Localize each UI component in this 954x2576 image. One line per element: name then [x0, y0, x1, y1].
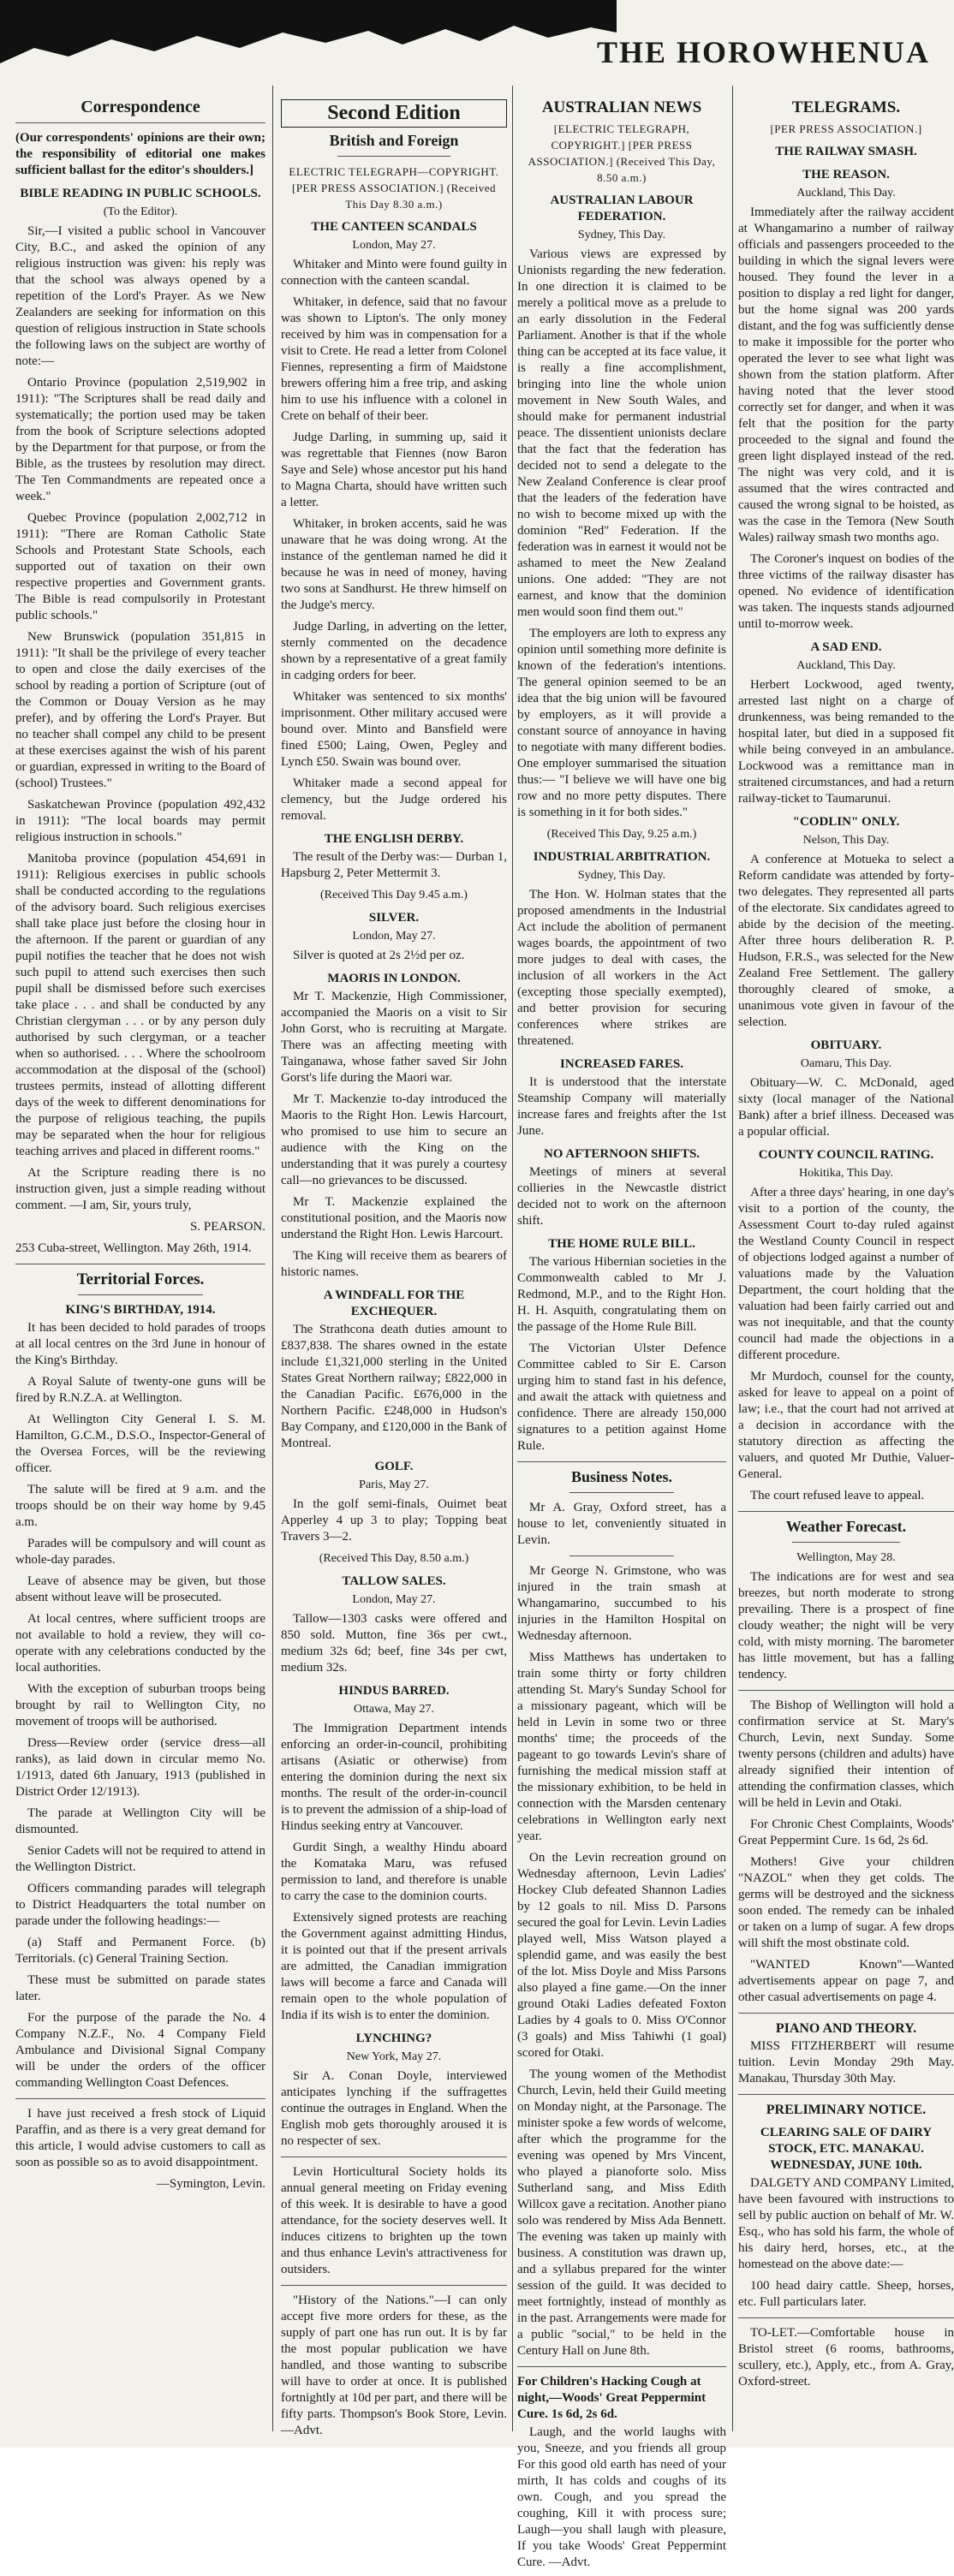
article-paragraph: Mr T. Mackenzie to-day introduced the Maoris to the Right Hon. Lewis Harcourt, who promised to use him to secure an audience with the King on the understanding that it was purely a courtesy call—no grievances to be discussed.: [281, 1092, 507, 1187]
telegrams-heading: TELEGRAMS.: [791, 98, 901, 116]
weather-forecast-heading: Weather Forecast.: [785, 1518, 907, 1535]
divider: [738, 1511, 954, 1512]
article-title: NO AFTERNOON SHIFTS.: [543, 1147, 701, 1161]
weather-paragraph: The indications are for west and sea breezes, but north moderate to strong prevailing. There is a prospect of fine cloudy weather; the night will be very cold, with misty morning. The barometer has little movement, but has a falling tendency.: [738, 1570, 954, 1681]
advert-paragraph: "History of the Nations."—I can only accept five more orders for these, as the supply of part one has run out. It is by far the most popular publication we have handled, and those wanting to subscribe will have to order at once. It is published fortnightly at 10d per part, and there will be fifty parts. Thompson's Book Store, Levin.—Advt.: [281, 2293, 507, 2437]
article-paragraph: Dress—Review order (service dress—all ranks), as laid down in circular memo No. 1/1913, dated 6th January, 1913 (published in District Order 12/1913).: [15, 1736, 265, 1799]
letter-signature: S. PEARSON.: [190, 1220, 265, 1234]
correspondence-heading: Correspondence: [80, 98, 200, 116]
letter-paragraph: New Brunswick (population 351,815 in 1911): "It shall be the privilege of every teacher to open and close the daily exercises of the school by reading a portion of Scripture (out of the Common or Douay Version as he may prefer), and by offering the Lord's Prayer. But no teacher shall compel any child to be present at these exercises against the wish of his parent or guardian, expressed in writing to the Board of (school) Trustees.": [15, 630, 266, 790]
column-telegrams: [738, 94, 954, 2395]
article-paragraph: Leave of absence may be given, but those absent without leave will be prosecuted.: [15, 1574, 265, 1604]
divider: [281, 2285, 507, 2286]
article-paragraph: Silver is quoted at 2s 2½d per oz.: [293, 949, 465, 962]
masthead: [0, 0, 954, 77]
copyright-line: [ELECTRIC TELEGRAPH, COPYRIGHT.] [PER PRESS ASSOCIATION.] (Received This Day, 8.50 a.m.): [528, 122, 716, 184]
short-rule: [569, 1492, 674, 1493]
article-paragraph: The salute will be fired at 9 a.m. and the troops should be on their way home by 9.45 a.m.: [15, 1483, 265, 1529]
australian-news-heading: AUSTRALIAN NEWS: [541, 98, 702, 116]
article-paragraph: Tallow—1303 casks were offered and 850 sold. Mutton, fine 36s per cwt., medium 32s 6d; beef, fine 34s per cwt, medium 32s.: [281, 1612, 507, 1675]
article-paragraph: The Victorian Ulster Defence Committee cabled to Sir E. Carson urging him to stand fast in his defence, and await the attack with quietness and confidence. There are already 150,000 signatures to a petition against Home Rule.: [517, 1342, 726, 1453]
article-paragraph: The result of the Derby was:— Durban 1, Hapsburg 2, Peter Mettermit 3.: [281, 850, 507, 880]
article-paragraph: Officers commanding parades will telegraph to District Headquarters the total number on parade under the following headings:—: [15, 1882, 265, 1928]
article-paragraph: Whitaker made a second appeal for clemency, but the Judge ordered his removal.: [281, 776, 507, 823]
article-title: THE ENGLISH DERBY.: [324, 832, 464, 846]
advert-paragraph: For Chronic Chest Complaints, Woods' Great Peppermint Cure. 1s 6d, 2s 6d.: [738, 1817, 954, 1847]
business-note: Mr A. Gray, Oxford street, has a house to let, conveniently situated in Levin.: [517, 1501, 726, 1547]
column-correspondence: [15, 94, 265, 2198]
article-paragraph: Whitaker, in defence, said that no favour was shown to Lipton's. The only money received by him was in compensation for a visit to Crete. He read a letter from Colonel Fiennes, representing a firm of Maidstone brewers offering him a free trip, and asking him to use his influence with a colonel in Crete on behalf of their beer.: [281, 295, 507, 423]
dateline: London, May 27.: [352, 1593, 436, 1606]
article-paragraph: Gurdit Singh, a wealthy Hindu aboard the Komataka Maru, was refused permission to land, and therefore is unable to carry the case to the dominion courts.: [281, 1841, 507, 1903]
dateline: New York, May 27.: [346, 2050, 442, 2063]
article-paragraph: After a three days' hearing, in one day's visit to a portion of the county, the Assessment Court to-day ruled against the Westland County Council in respect of objections lodged against a number of valuations made by the Valuation Department, the court holding that the valuation had been fairly carried out and was not inequitable, and that the county council had made the objections in a different procedure.: [738, 1186, 954, 1362]
article-title: "CODLIN" ONLY.: [792, 815, 900, 829]
article-title: A WINDFALL FOR THE EXCHEQUER.: [323, 1288, 465, 1318]
dateline: London, May 27.: [352, 930, 436, 943]
dateline: Hokitika, This Day.: [798, 1167, 894, 1180]
edition-heading: Second Edition: [281, 99, 507, 128]
advert-heading: PRELIMINARY NOTICE.: [766, 2103, 927, 2117]
received-line: (Received This Day, 9.25 a.m.): [546, 828, 697, 841]
column-second-edition: [281, 94, 507, 2444]
article-paragraph: Mr T. Mackenzie, High Commissioner, accompanied the Maoris on a visit to Sir John Gorst, who is recruiting at Margate. There was an affecting meeting with Tainganawa, whose father saved Sir John Gorst's life during the Maori war.: [281, 990, 507, 1085]
article-paragraph: The court refused leave to appeal.: [750, 1489, 925, 1502]
short-rule: [78, 1294, 203, 1295]
dateline: Oamaru, This Day.: [800, 1057, 892, 1070]
article-paragraph: Obituary—W. C. McDonald, aged sixty (local manager of the National Bank) after a brief illness. Deceased was a popular official.: [738, 1076, 954, 1139]
dateline: Auckland, This Day.: [796, 187, 896, 199]
article-paragraph: Herbert Lockwood, aged twenty, arrested last night on a charge of drunkenness, was being remanded to the hospital later, but died in a supposed fit while being conveyed in an ambulance. Lockwood was a remittance man in straitened circumstances, and had a return railway-ticket to Taumarunui.: [738, 678, 954, 806]
business-notes-heading: Business Notes.: [570, 1468, 673, 1485]
short-rule: [792, 1542, 900, 1543]
column-australian-news: [517, 94, 726, 2576]
divider: [738, 2317, 954, 2318]
article-subtitle: THE REASON.: [802, 168, 890, 181]
territorial-heading: Territorial Forces.: [76, 1270, 205, 1288]
letter-paragraph: Saskatchewan Province (population 492,432 in 1911): "The local boards may permit religious instruction in schools.": [15, 798, 265, 844]
article-title: TALLOW SALES.: [342, 1574, 446, 1588]
article-paragraph: It is understood that the interstate Steamship Company will materially increase fares and freights after the 1st June.: [517, 1075, 726, 1138]
local-note: Levin Horticultural Society holds its annual general meeting on Friday evening of this week. It is desirable to have a good attendance, for the society deserves well. It induces citizens to brighten up the town and thus enhance Levin's attractiveness for outsiders.: [281, 2165, 507, 2276]
received-line: (Received This Day 9.45 a.m.): [320, 889, 468, 901]
article-paragraph: The Hon. W. Holman states that the proposed amendments in the Industrial Act include the abolition of permanent wages boards, the appointment of two more judges to deal with cases, the inclusion of all workers in the Act (excepting those specially exempted), and better provision for securing conferences where strikes are threatened.: [517, 888, 726, 1048]
dateline: Wellington, May 28.: [796, 1551, 896, 1564]
article-paragraph: The various Hibernian societies in the Commonwealth cabled to Mr J. Redmond, M.P., and to the Right Hon. H. H. Asquith, congratulating them on the passage of the Home Rule Bill.: [517, 1255, 726, 1334]
local-note: On the Levin recreation ground on Wednesday afternoon, Levin Ladies' Hockey Club defeated Shannon Ladies by 12 goals to nil. Miss D. Parsons secured the goal for Levin. Levin Ladies played well, Miss Watson played a splendid game, and was easily the best of the lot. Miss Doyle and Miss Parsons also played a fine game.—On the inner ground Otaki Ladies defeated Foxton Ladies by 4 goals to 0. Miss O'Connor (3 goals) and Miss Tahiwhi (1 goal) scored for Otaki.: [517, 1851, 726, 2060]
article-paragraph: Sir A. Conan Doyle, interviewed anticipates lynching if the suffragettes continue the outrages in England. When the English mob gets thoroughly aroused it is no respecter of sex.: [281, 2069, 507, 2148]
article-paragraph: The parade at Wellington City will be dismounted.: [15, 1806, 265, 1836]
divider: [738, 2013, 954, 2014]
column-rule-1: [272, 86, 273, 2431]
letter-paragraph: At the Scripture reading there is no instruction given, just a simple reading without comment. —I am, Sir, yours truly,: [15, 1166, 265, 1212]
section-heading: British and Foreign: [329, 132, 459, 149]
divider: [738, 1690, 954, 1691]
advert-paragraph: TO-LET.—Comfortable house in Bristol street (6 rooms, bathrooms, scullery, etc.), Apply, etc., from A. Gray, Oxford-street.: [738, 2326, 954, 2389]
local-note: Mr George N. Grimstone, who was injured in the train smash at Whangamarino, succumbed to his injuries in the Hamilton Hospital on Wednesday afternoon.: [517, 1564, 726, 1643]
dateline: London, May 27.: [352, 239, 436, 252]
article-paragraph: Whitaker and Minto were found guilty in connection with the canteen scandal.: [281, 258, 507, 288]
article-list: (a) Staff and Permanent Force. (b) Territorials. (c) General Training Section.: [15, 1936, 265, 1966]
divider: [738, 2094, 954, 2095]
association-line: [PER PRESS ASSOCIATION.]: [770, 122, 922, 135]
article-paragraph: For the purpose of the parade the No. 4 Company N.Z.F., No. 4 Company Field Ambulance and Divisional Signal Company will be under the orders of the officer commanding Wellington Coast Defences.: [15, 2011, 265, 2090]
dateline: Sydney, This Day.: [577, 869, 666, 882]
article-paragraph: The Strathcona death duties amount to £837,838. The shares owned in the estate include £1,321,000 sterling in the United States Great Northern railway; £822,000 in the Canadian Pacific. £676,000 in the Northern Pacific. £248,000 in Hudson's Bay Company, and £120,000 in the Bank of Montreal.: [281, 1323, 507, 1450]
divider: [15, 122, 265, 123]
letter-paragraph: Manitoba province (population 454,691 in 1911): Religious exercises in public schools shall be conducted according to the regulations of the advisory board. Such religious exercises shall take place just before the closing hour in the afternoon. If the parent or guardian of any pupil notifies the teacher that he does not wish such pupil to attend such exercises then such pupil shall be dismissed before such exercises take place . . . and shall be conducted by any Christian clergyman . . . or by any person duly authorised by such clergyman, or a teacher when so authorised. . . . Where the schoolroom accommodation at the disposal of the (school) trustees permits, instead of allotting different days of the week to different denominations for the purpose of religious teaching, the pupils may be separated when the hour for religious teaching arrives and placed in different rooms.": [15, 852, 265, 1158]
advert-signature: —Symington, Levin.: [156, 2177, 265, 2191]
article-paragraph: A Royal Salute of twenty-one guns will be fired by R.N.Z.A. at Wellington.: [15, 1375, 265, 1405]
article-title: AUSTRALIAN LABOUR FEDERATION.: [550, 193, 694, 223]
article-paragraph: Mr Murdoch, counsel for the county, asked for leave to appeal on a point of law; i.e., that the court had not arrived at a decision in accordance with the statutory direction as affecting the valuers, and quoted Mr Duthie, Valuer-General.: [738, 1370, 954, 1481]
article-paragraph: The Immigration Department intends enforcing an order-in-council, prohibiting artisans (Asiatic or otherwise) from entering the dominion during the next six months. The result of the order-in-council is to prevent the admission of a ship-load of Hindus seeking entry at Vancouver.: [281, 1722, 507, 1833]
article-paragraph: These must be submitted on parade states later.: [15, 1973, 265, 2003]
article-title: MAORIS IN LONDON.: [327, 972, 461, 985]
local-note: The young women of the Methodist Church, Levin, held their Guild meeting on Monday night, at the Parsonage. The minister spoke a few words of welcome, after which the programme for the evening was opened by Mrs Vincent, who played a pianoforte solo. Miss Sutherland sang, and Miss Edith Willcox gave a recitation. Another piano solo was rendered by Miss Ada Bennett. The evening was taken up mainly with business. A constitution was drawn up, and a syllabus prepared for the winter session of the guild. It was decided to meet fortnightly, instead of monthly as in the past. Arrangements were made for a public "social," to be held in the Century Hall on June 8th.: [517, 2067, 726, 2358]
divider: [517, 2366, 726, 2367]
editorial-disclaimer: (Our correspondents' opinions are their own; the responsibility of editorial one makes sufficient ballast for the editor's shoulders.]: [15, 131, 265, 177]
article-paragraph: Various views are expressed by Unionists regarding the new federation. In one direction it is claimed to be merely a political move as a prelude to an early dissolution in the Federal Parliament. Another is that if the whole thing can be accepted at its face value, it is really a fine accomplishment, bringing into line the whole union movement in New South Wales, and should make for permanent industrial peace. The dissentient unionists declare that the fact that the federation has decided not to send a delegate to the New Zealand Conference is clear proof that the leaders of the federation have no wish to become mixed up with the dominion "Red" Federation. If the federation was in earnest it would not be ashamed to meet the New Zealand unions. One added: "They are not earnest, and know that the dominion men would soon find them out.": [517, 247, 726, 619]
local-note: The Bishop of Wellington will hold a confirmation service at St. Mary's Church, Levin, next Sunday. Some twenty persons (children and adults) have already signified their intention of attending the confirmation classes, which will be held in Levin and Otaki.: [738, 1698, 954, 1810]
article-title: SILVER.: [368, 911, 420, 925]
article-title: THE HOME RULE BILL.: [548, 1237, 695, 1251]
article-title: OBITUARY.: [810, 1038, 882, 1052]
article-paragraph: Whitaker, in broken accents, said he was unaware that he was doing wrong. At the instance of the gentleman named he did it because he was in need of money, having two sons at Sandhurst. He threw himself on the Judge's mercy.: [281, 517, 507, 612]
article-paragraph: The Coroner's inquest on bodies of the three victims of the railway disaster has opened. No evidence of identification was taken. The inquests stands adjourned until to-morrow week.: [738, 552, 954, 631]
received-line: (Received This Day, 8.50 a.m.): [319, 1552, 469, 1565]
article-paragraph: With the exception of suburban troops being brought by rail to Wellington City, no movement of troops will be authorised.: [15, 1682, 265, 1728]
article-paragraph: Senior Cadets will not be required to attend in the Wellington District.: [15, 1844, 265, 1874]
dateline: Sydney, This Day.: [577, 229, 666, 241]
article-title: A SAD END.: [810, 640, 882, 654]
article-paragraph: At Wellington City General I. S. M. Hamilton, G.C.M., D.S.O., Inspector-General of the Oversea Forces, will be the reviewing officer.: [15, 1413, 265, 1475]
article-paragraph: At local centres, where sufficient troops are not available to hold a review, they will co-operate with any celebrations conducted by the local authorities.: [15, 1612, 265, 1675]
article-title: LYNCHING?: [355, 2032, 432, 2045]
article-paragraph: A conference at Motueka to select a Reform candidate was attended by forty-two delegates. They represented all parts of the electorate. Six candidates agreed to abide by the decision of the meeting. After three hours deliberation R. P. Hudson, F.R.S., was selected for the New Zealand Free Settlement. The gallery thoroughly cleared of smoke, a unanimous vote given in favour of the selection.: [738, 853, 954, 1029]
torn-edge-graphic: [0, 0, 617, 67]
masthead-title: THE HOROWHENUA: [596, 35, 930, 69]
article-paragraph: Extensively signed protests are reaching the Government against admitting Hindus, it is pointed out that if the present arrivals are admitted, the Canadian immigration laws will become a farce and Canada will remain open to the whole population of India if its wish is to enter the dominion.: [281, 1911, 507, 2022]
article-paragraph: The employers are loth to express any opinion until something more definite is known of the federation's intentions. The general opinion seemed to be an idea that the big union will be favoured by employers, as it will provide a constant source of annoyance in having to negotiate with many different bodies. One employer summarised the situation thus:— "I believe we will have one big row and no more petty disputes. There is something in it for both sides.": [517, 627, 726, 819]
dateline: Paris, May 27.: [359, 1478, 429, 1491]
article-title: COUNTY COUNCIL RATING.: [758, 1148, 934, 1162]
divider: [517, 1461, 726, 1462]
advert-heading: PIANO AND THEORY.: [775, 2021, 917, 2036]
short-rule: [337, 156, 450, 157]
dateline: Ottawa, May 27.: [353, 1703, 435, 1716]
article-title: THE RAILWAY SMASH.: [775, 145, 917, 158]
article-title: INCREASED FARES.: [560, 1057, 683, 1071]
divider: [15, 2098, 265, 2099]
article-title: GOLF.: [374, 1460, 414, 1473]
column-rule-2: [512, 86, 513, 2431]
advert-paragraph: Mothers! Give your children "NAZOL" when they get colds. The germs will be destroyed and the sickness soon ended. The remedy can be inhaled or taken on a lump of sugar. A few drops will shift the most obstinate cold.: [738, 1855, 954, 1950]
article-paragraph: Judge Darling, in summing up, said it was regrettable that Fiennes (now Baron Saye and Sele) whose ancestor put his hand to Magna Charta, should have written such a letter.: [281, 431, 507, 509]
copyright-line: ELECTRIC TELEGRAPH—COPYRIGHT. [PER PRESS ASSOCIATION.] (Received This Day 8.30 a.m.): [289, 165, 499, 211]
local-note: Miss Matthews has undertaken to train some thirty or forty children attending St. Mary's Sunday School for a missionary pageant, which will be held in Levin in some two or three months' time; the proceeds of the pageant to go towards Levin's share of furnishing the medical mission staff at the missionary exhibition, to be held in connection with the Marsden centenary celebrations in Wellington early next year.: [517, 1651, 726, 1843]
article-title: THE CANTEEN SCANDALS: [311, 220, 477, 234]
dateline: Nelson, This Day.: [802, 834, 890, 847]
letter-addressee: (To the Editor).: [103, 205, 178, 218]
article-paragraph: It has been decided to hold parades of troops at all local centres on the 3rd June in honour of the King's Birthday.: [15, 1321, 265, 1367]
advert-poem: Laugh, and the world laughs with you, Sneeze, and you friends all group For this good old earth has need of your mirth, It has colds and coughs of its own. Cough, and you spread the coughing, Kill it with process sure; Laugh—you shall laugh with pleasure, If you take Woods' Great Peppermint Cure. —Advt.: [517, 2425, 726, 2569]
advert-paragraph: MISS FITZHERBERT will resume tuition. Levin Monday 29th May. Manakau, Thursday 30th May.: [738, 2039, 954, 2085]
letter-address: 253 Cuba-street, Wellington. May 26th, 1914.: [15, 1241, 252, 1255]
advert-paragraph: 100 head dairy cattle. Sheep, horses, etc. Full particulars later.: [738, 2279, 954, 2309]
dateline: Auckland, This Day.: [796, 659, 896, 672]
article-paragraph: In the golf semi-finals, Ouimet beat Apperley 4 up 3 to play; Topping beat Travers 3—2.: [281, 1497, 507, 1544]
article-paragraph: Mr T. Mackenzie explained the constitutional position, and the Maoris now understand the Right Hon. Lewis Harcourt.: [281, 1195, 507, 1241]
letter-paragraph: Quebec Province (population 2,002,712 in 1911): "There are Roman Catholic State Schools and Protestant State Schools, each supported out of taxation on their own respective properties and Government grants. The Bible is read compulsorily in Protestant public schools.": [15, 511, 265, 622]
article-paragraph: Parades will be compulsory and will count as whole-day parades.: [15, 1537, 265, 1567]
advert-heading: For Children's Hacking Cough at night,—Woods' Great Peppermint Cure. 1s 6d, 2s 6d.: [517, 2375, 707, 2421]
column-rule-3: [732, 86, 733, 2431]
article-paragraph: Meetings of miners at several collieries in the Newcastle district decided not to work on the afternoon shift.: [517, 1165, 726, 1228]
article-paragraph: Immediately after the railway accident at Whangamarino a number of railway officials and passengers proceeded to the building in which the signal levers were housed. They found the lever in a position to display a red light for danger, but the home signal was 200 yards distant, and the fog was sufficiently dense to make it impossible for the porter who operated the lever to see what light was shown from the station platform. After having noted that the lever stood correctly set for danger, and when it was felt that the position for the party proceeded to the signal and found the green light displayed instead of the red. The night was very cold, and it is assumed that the wires contracted and caused the wrong signal to be hoisted, as was the case in the Temora (New South Wales) railway smash two months ago.: [738, 205, 954, 544]
article-title: HINDUS BARRED.: [338, 1684, 450, 1698]
article-paragraph: The King will receive them as bearers of historic names.: [281, 1249, 507, 1279]
advert-subheading: CLEARING SALE OF DAIRY STOCK, ETC. MANAKAU. WEDNESDAY, JUNE 10th.: [760, 2126, 933, 2172]
advert-paragraph: "WANTED Known"—Wanted advertisements appear on page 7, and other casual advertisements on page 4.: [738, 1958, 954, 2004]
letter-paragraph: Sir,—I visited a public school in Vancouver City, B.C., and asked the opinion of any religious instruction was given: his reply was that the school was always opened by a repetition of the Lord's Prayer. As we New Zealanders are seeking for information on this question of religious instruction in State schools the following laws on the subject are worthy of note:—: [15, 224, 265, 368]
article-paragraph: Whitaker was sentenced to six months' imprisonment. Other military accused were bound over. Minto and Bansfield were fined £500; Laing, Owen, Pegley and Lynch £50. Swain was bound over.: [281, 690, 507, 769]
letter-paragraph: Ontario Province (population 2,519,902 in 1911): "The Scriptures shall be read daily and systematically; the portion used may be taken from the book of Scripture selections adopted by the Department for that purpose, or from the Bible, as the trustees by resolution may direct. The Ten Commandments are repeated once a week.": [15, 376, 265, 503]
advert-paragraph: DALGETY AND COMPANY Limited, have been favoured with instructions to sell by public auction on behalf of Mr. W. Esq., who has sold his farm, the whole of his dairy herd, horses, etc., at the homestead on the above date:—: [738, 2176, 954, 2271]
letter-title: BIBLE READING IN PUBLIC SCHOOLS.: [20, 187, 261, 200]
advert-paragraph: I have just received a fresh stock of Liquid Paraffin, and as there is a very great demand for this article, I would advise customers to call as soon as possible so as to avoid disappointment.: [15, 2107, 265, 2169]
article-paragraph: Judge Darling, in adverting on the letter, sternly commented on the decadence shown by a representative of a great family in cadging orders for beer.: [281, 620, 507, 682]
article-title: KING'S BIRTHDAY, 1914.: [65, 1303, 216, 1317]
article-title: INDUSTRIAL ARBITRATION.: [533, 850, 711, 864]
